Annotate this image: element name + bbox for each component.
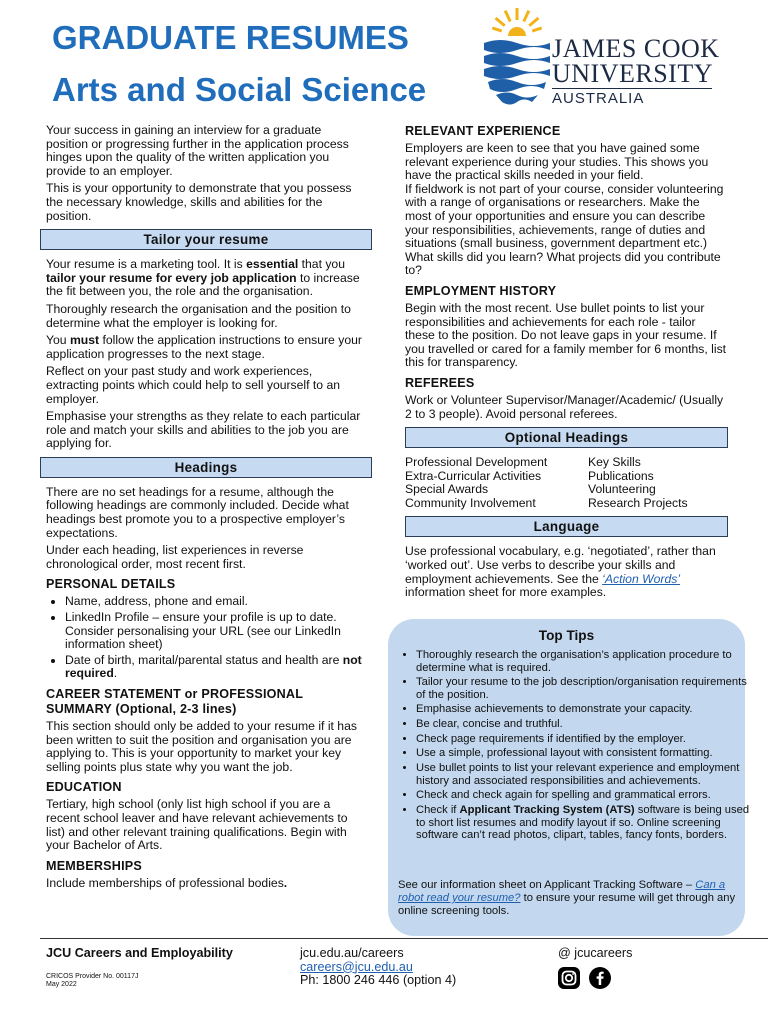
list-item: • Check and check again for spelling and grammatical errors. [416,789,752,802]
tailor-paragraph-2: Thoroughly research the organisation and the position to determine what the employer is looking for. [46,301,351,330]
footer-org-name: JCU Careers and Employability [46,946,233,960]
intro-paragraph-1: Your success in gaining an interview for a graduate position or progressing further in the application process hinges upon the quality of the written application you provide to an employer. [46,123,349,178]
list-item: Volunteering [588,482,656,497]
list-item: • Date of birth, marital/parental status and health are not required. [65,654,364,681]
referees-heading: REFEREES [405,375,475,390]
headings-heading: Headings [40,457,372,478]
relevant-experience-heading: RELEVANT EXPERIENCE [405,124,561,138]
tailor-paragraph-3: You must follow the application instructions to ensure your application progresses to the next stage. [46,333,362,361]
list-item: • Be clear, concise and truthful. [416,718,752,731]
headings-paragraph-2: Under each heading, list experiences in reverse chronological order, most recent first. [46,543,304,571]
career-statement-heading: CAREER STATEMENT or PROFESSIONAL SUMMARY (Optional, 2-3 lines) [46,687,303,716]
page-title: GRADUATE RESUMES [52,19,409,56]
list-item: • Tailor your resume to the job description/organisation requirements of the position. [416,676,752,701]
facebook-icon[interactable] [589,967,611,989]
left-column [46,124,364,894]
employment-history-paragraph: Begin with the most recent. Use bullet points to list your responsibilities and achievements for each role - tailor these to the position. Do not leave gaps in your resume. If you travelled or cared for a family member for 6 months, list this for transparency. [405,300,727,370]
top-tips-box [388,619,750,936]
list-item: Key Skills [588,455,641,470]
instagram-icon[interactable] [558,967,580,989]
footer-divider [40,938,768,939]
list-item: Research Projects [588,495,688,510]
top-tips-list [398,649,752,844]
tailor-paragraph-5: Emphasise your strengths as they relate to each particular role and match your skills and abilities to the job you are applying for. [46,409,361,451]
footer-social-handle: @ jcucareers [558,946,633,960]
list-item: • Emphasise achievements to demonstrate your capacity. [416,703,752,716]
footer-cricos: CRICOS Provider No. 00117J [46,973,139,980]
intro-paragraph-2: This is your opportunity to demonstrate that you possess the necessary knowledge, skills and abilities for the position. [46,181,352,223]
logo-name-line2: UNIVERSITY [552,59,713,88]
top-tips-footer: See our information sheet on Applicant Tracking Software – Can a robot read your resume? to ensure your resume will get through any online screening tools. [398,879,736,918]
list-item: • Use bullet points to list your relevant experience and employment history and associated responsibilities and achievements. [416,762,752,787]
language-paragraph: Use professional vocabulary, e.g. ‘negotiated’, rather than ‘worked out’. Use verbs to describe your skills and employment achievements. See the ‘Action Words’ information sheet for more examples. [405,544,716,600]
education-paragraph: Tertiary, high school (only list high school if you are a recent school leaver and have relevant achievements to list) and other relevant training qualifications. Begin with your Bachelor of Arts. [46,797,348,853]
headings-paragraph-1: There are no set headings for a resume, although the following headings are commonly included. Decide what headings best promote you to a prospective employer’s expectations. [46,484,349,540]
list-item: Community Involvement [405,495,536,510]
tailor-resume-heading: Tailor your resume [40,229,372,250]
list-item: • Check page requirements if identified by the employer. [416,733,752,746]
tailor-paragraph-1: Your resume is a marketing tool. It is essential that you tailor your resume for every job application to increase the fit between you, the role and the organisation. [46,257,360,299]
footer-contact [300,947,456,988]
footer-date: May 2022 [46,981,77,988]
optional-headings-list [405,456,728,510]
list-item: • LinkedIn Profile – ensure your profile is up to date. Consider personalising your URL (see our LinkedIn information sheet) [65,611,364,652]
jcu-sun-wave-icon [482,6,552,110]
list-item: • Check if Applicant Tracking System (ATS) software is being used to short list resumes and modify layout if so. Online screening software can’t read photos, clipart, tables, fancy fonts, borders. [416,804,752,842]
footer-email-link[interactable]: careers@jcu.edu.au [300,959,413,974]
list-item: Special Awards [405,482,489,497]
education-heading: EDUCATION [46,780,122,795]
logo-country: AUSTRALIA [552,90,645,107]
memberships-heading: MEMBERSHIPS [46,858,142,873]
list-item: Professional Development [405,455,548,470]
footer-website[interactable]: jcu.edu.au/careers [300,946,404,960]
career-statement-paragraph: This section should only be added to your resume if it has been written to suit the position and organisation you are applying to. This is your opportunity to market your key selling points plus state why you want the job. [46,719,357,774]
list-item: Extra-Curricular Activities [405,468,542,483]
personal-details-list [46,595,364,681]
employment-history-heading: EMPLOYMENT HISTORY [405,283,557,298]
list-item: • Use a simple, professional layout with consistent formatting. [416,747,752,760]
relevant-experience-paragraph-2: If fieldwork is not part of your course, consider volunteering with a range of organisations or researchers. Make the most of your opportunities and ensure you can describe your responsibilities, achievements, range of duties and situations (small business, government department etc.) What skills did you learn? What projects did you contribute to? [405,181,724,278]
right-column [405,124,728,604]
logo-rule [552,88,712,89]
list-item: • Name, address, phone and email. [65,595,364,609]
referees-paragraph: Work or Volunteer Supervisor/Manager/Academic/ (Usually 2 to 3 people). Avoid personal referees. [405,392,724,421]
optional-headings-heading: Optional Headings [405,427,728,448]
top-tips-heading: Top Tips [538,628,595,643]
jcu-logo [482,6,722,110]
personal-details-heading: PERSONAL DETAILS [46,577,176,592]
list-item: Publications [588,468,654,483]
list-item: • Thoroughly research the organisation’s application procedure to determine what is required. [416,649,752,674]
page-subtitle: Arts and Social Science [52,71,427,108]
tailor-paragraph-4: Reflect on your past study and work experiences, extracting points which could help to sell yourself to an employer. [46,364,341,406]
language-heading: Language [405,516,728,537]
action-words-link[interactable]: ‘Action Words’ [602,571,681,586]
relevant-experience-paragraph-1: Employers are keen to see that you have gained some relevant experience during your studies. This shows you have the practical skills needed in your field. [405,141,709,183]
memberships-paragraph: Include memberships of professional bodies. [46,875,288,890]
logo-name-line1: JAMES COOK [552,34,720,63]
robot-resume-link[interactable]: Can a robot read your resume? [398,879,726,905]
footer-phone: Ph: 1800 246 446 (option 4) [300,973,457,988]
